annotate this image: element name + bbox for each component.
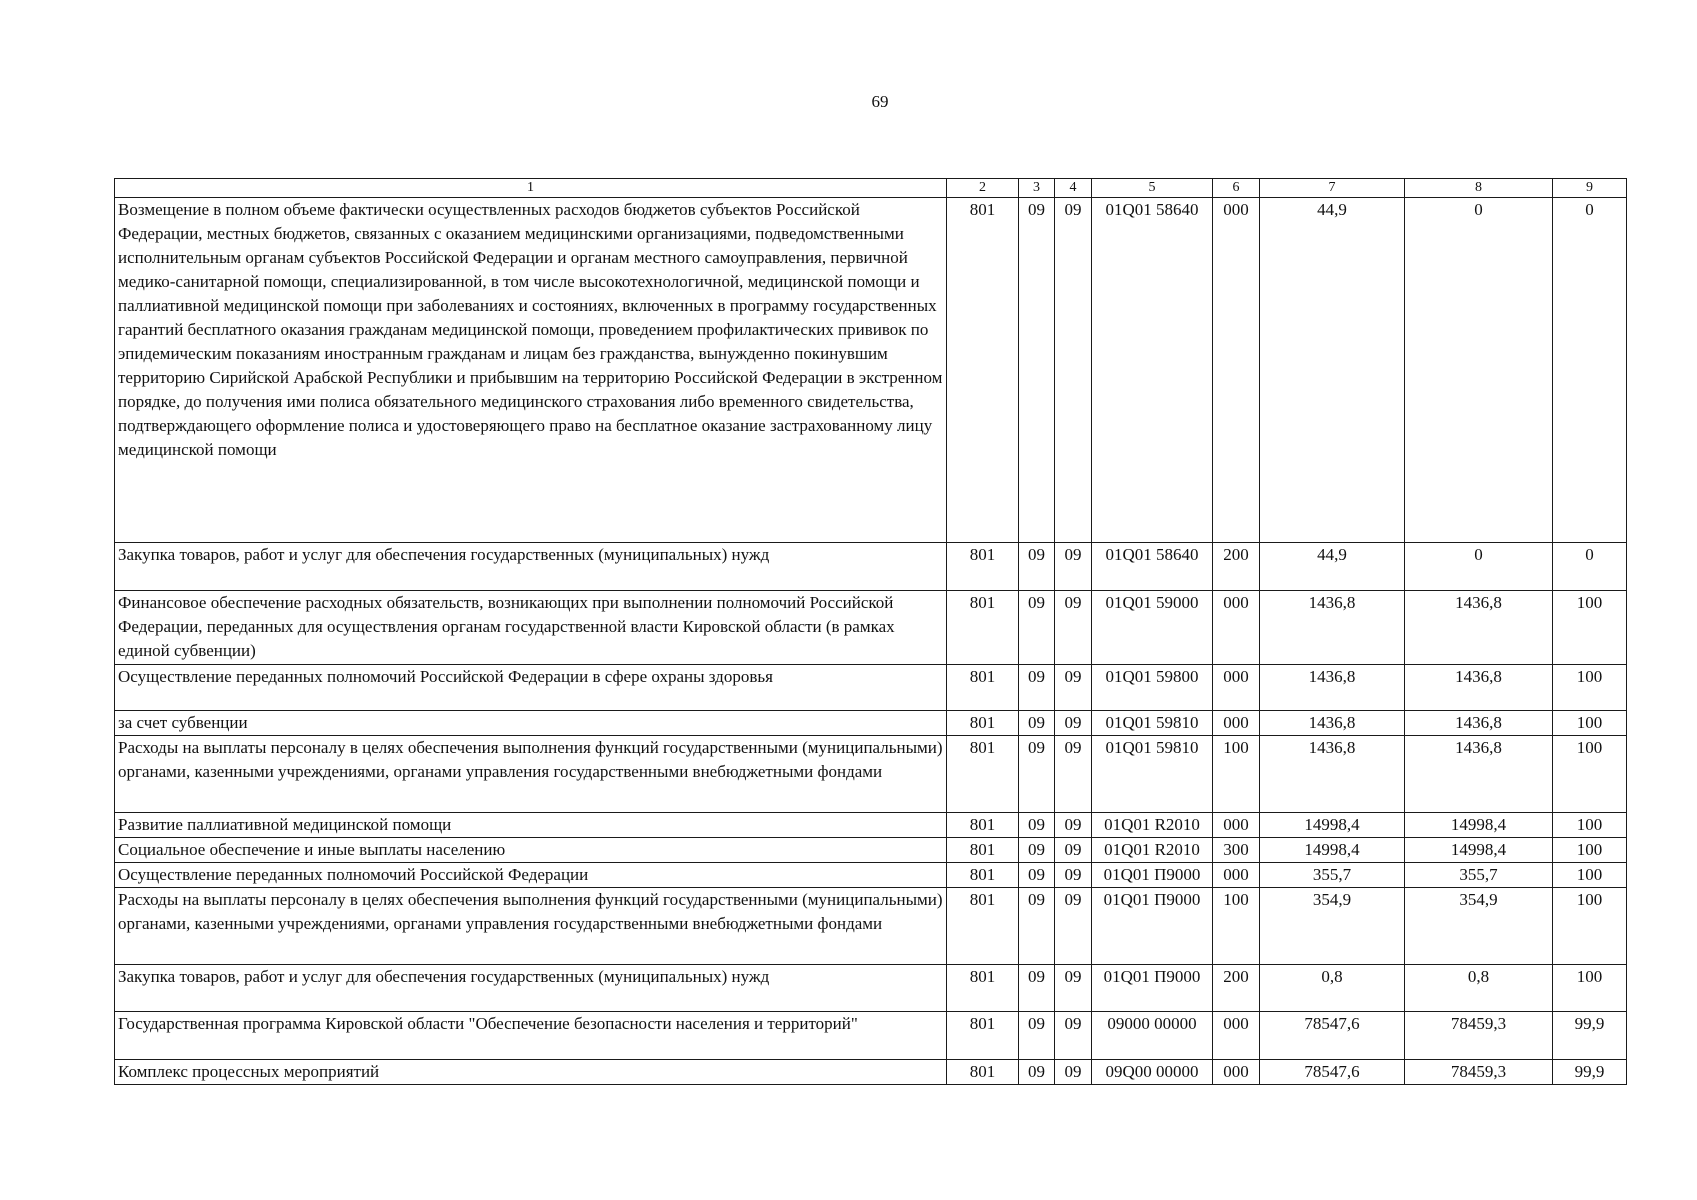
row-name: Социальное обеспечение и иные выплаты населению	[115, 838, 947, 863]
expense-type-code: 000	[1213, 665, 1260, 711]
subsection-code: 09	[1055, 198, 1092, 543]
admin-code: 801	[947, 665, 1019, 711]
executed-amount: 78459,3	[1405, 1060, 1553, 1085]
planned-amount: 354,9	[1260, 888, 1405, 965]
row-name: Государственная программа Кировской области "Обеспечение безопасности населения и территорий"	[115, 1012, 947, 1060]
row-name: Осуществление переданных полномочий Российской Федерации	[115, 863, 947, 888]
target-article-code: 01Q01 59000	[1092, 591, 1213, 665]
section-code: 09	[1019, 813, 1055, 838]
expense-type-code: 200	[1213, 543, 1260, 591]
expense-type-code: 300	[1213, 838, 1260, 863]
section-code: 09	[1019, 591, 1055, 665]
execution-percent: 99,9	[1553, 1060, 1627, 1085]
executed-amount: 1436,8	[1405, 711, 1553, 736]
planned-amount: 355,7	[1260, 863, 1405, 888]
admin-code: 801	[947, 1060, 1019, 1085]
table-header-row	[115, 179, 1627, 198]
executed-amount: 0,8	[1405, 965, 1553, 1012]
table-row	[115, 813, 1627, 838]
budget-table	[114, 178, 1627, 1085]
subsection-code: 09	[1055, 888, 1092, 965]
target-article-code: 01Q01 59810	[1092, 736, 1213, 813]
executed-amount: 78459,3	[1405, 1012, 1553, 1060]
target-article-code: 01Q01 59800	[1092, 665, 1213, 711]
section-code: 09	[1019, 736, 1055, 813]
expense-type-code: 000	[1213, 1012, 1260, 1060]
row-name: Финансовое обеспечение расходных обязательств, возникающих при выполнении полномочий Российской Федерации, переданных для осуществления органам государственной власти Кировской области (в рамках единой субвенции)	[115, 591, 947, 665]
page-number: 69	[871, 92, 889, 111]
admin-code: 801	[947, 888, 1019, 965]
planned-amount: 44,9	[1260, 543, 1405, 591]
subsection-code: 09	[1055, 665, 1092, 711]
section-code: 09	[1019, 711, 1055, 736]
target-article-code: 01Q01 59810	[1092, 711, 1213, 736]
subsection-code: 09	[1055, 1012, 1092, 1060]
execution-percent: 100	[1553, 736, 1627, 813]
execution-percent: 100	[1553, 711, 1627, 736]
executed-amount: 355,7	[1405, 863, 1553, 888]
target-article-code: 01Q01 П9000	[1092, 965, 1213, 1012]
row-name: Развитие паллиативной медицинской помощи	[115, 813, 947, 838]
planned-amount: 1436,8	[1260, 711, 1405, 736]
execution-percent: 100	[1553, 863, 1627, 888]
column-header: 2	[947, 179, 1019, 198]
planned-amount: 78547,6	[1260, 1012, 1405, 1060]
table-row	[115, 965, 1627, 1012]
target-article-code: 09000 00000	[1092, 1012, 1213, 1060]
table-row	[115, 838, 1627, 863]
target-article-code: 01Q01 58640	[1092, 543, 1213, 591]
subsection-code: 09	[1055, 1060, 1092, 1085]
row-name: Расходы на выплаты персоналу в целях обеспечения выполнения функций государственными (муниципальными) органами, казенными учреждениями, органами управления государственными внебюджетными фондами	[115, 888, 947, 965]
expense-type-code: 000	[1213, 813, 1260, 838]
planned-amount: 1436,8	[1260, 591, 1405, 665]
executed-amount: 0	[1405, 198, 1553, 543]
expense-type-code: 000	[1213, 863, 1260, 888]
planned-amount: 1436,8	[1260, 665, 1405, 711]
admin-code: 801	[947, 736, 1019, 813]
section-code: 09	[1019, 543, 1055, 591]
target-article-code: 01Q01 П9000	[1092, 888, 1213, 965]
execution-percent: 100	[1553, 665, 1627, 711]
execution-percent: 100	[1553, 813, 1627, 838]
admin-code: 801	[947, 838, 1019, 863]
executed-amount: 1436,8	[1405, 591, 1553, 665]
executed-amount: 354,9	[1405, 888, 1553, 965]
section-code: 09	[1019, 888, 1055, 965]
planned-amount: 1436,8	[1260, 736, 1405, 813]
target-article-code: 01Q01 П9000	[1092, 863, 1213, 888]
planned-amount: 78547,6	[1260, 1060, 1405, 1085]
table-row	[115, 1060, 1627, 1085]
admin-code: 801	[947, 1012, 1019, 1060]
table-row	[115, 711, 1627, 736]
execution-percent: 0	[1553, 543, 1627, 591]
planned-amount: 14998,4	[1260, 813, 1405, 838]
executed-amount: 14998,4	[1405, 838, 1553, 863]
row-name: Возмещение в полном объеме фактически осуществленных расходов бюджетов субъектов Российской Федерации, местных бюджетов, связанных с оказанием медицинскими организациями, подведомственными исполнительным органам субъектов Российской Федерации и органам местного самоуправления, первичной медико-санитарной помощи, специализированной, в том числе высокотехнологичной, медицинской помощи и паллиативной медицинской помощи при заболеваниях и состояниях, включенных в программу государственных гарантий бесплатного оказания гражданам медицинской помощи, проведением профилактических прививок по эпидемическим показаниям иностранным гражданам и лицам без гражданства, вынужденно покинувшим территорию Сирийской Арабской Республики и прибывшим на территорию Российской Федерации в экстренном порядке, до получения ими полиса обязательного медицинского страхования либо временного свидетельства, подтверждающего оформление полиса и удостоверяющего право на бесплатное оказание застрахованному лицу медицинской помощи	[115, 198, 947, 543]
section-code: 09	[1019, 1012, 1055, 1060]
column-header: 9	[1553, 179, 1627, 198]
executed-amount: 1436,8	[1405, 665, 1553, 711]
table-row	[115, 1012, 1627, 1060]
row-name: Расходы на выплаты персоналу в целях обеспечения выполнения функций государственными (муниципальными) органами, казенными учреждениями, органами управления государственными внебюджетными фондами	[115, 736, 947, 813]
execution-percent: 100	[1553, 591, 1627, 665]
admin-code: 801	[947, 543, 1019, 591]
admin-code: 801	[947, 711, 1019, 736]
row-name: Закупка товаров, работ и услуг для обеспечения государственных (муниципальных) нужд	[115, 543, 947, 591]
row-name: Комплекс процессных мероприятий	[115, 1060, 947, 1085]
target-article-code: 01Q01 58640	[1092, 198, 1213, 543]
table-row	[115, 888, 1627, 965]
row-name: Закупка товаров, работ и услуг для обеспечения государственных (муниципальных) нужд	[115, 965, 947, 1012]
planned-amount: 0,8	[1260, 965, 1405, 1012]
target-article-code: 09Q00 00000	[1092, 1060, 1213, 1085]
column-header: 3	[1019, 179, 1055, 198]
column-header: 8	[1405, 179, 1553, 198]
subsection-code: 09	[1055, 838, 1092, 863]
admin-code: 801	[947, 198, 1019, 543]
admin-code: 801	[947, 591, 1019, 665]
table-row	[115, 736, 1627, 813]
row-name: за счет субвенции	[115, 711, 947, 736]
executed-amount: 1436,8	[1405, 736, 1553, 813]
row-name: Осуществление переданных полномочий Российской Федерации в сфере охраны здоровья	[115, 665, 947, 711]
section-code: 09	[1019, 838, 1055, 863]
expense-type-code: 100	[1213, 736, 1260, 813]
planned-amount: 14998,4	[1260, 838, 1405, 863]
table-row	[115, 198, 1627, 543]
executed-amount: 0	[1405, 543, 1553, 591]
target-article-code: 01Q01 R2010	[1092, 838, 1213, 863]
table-row	[115, 665, 1627, 711]
column-header: 4	[1055, 179, 1092, 198]
table-row	[115, 863, 1627, 888]
section-code: 09	[1019, 198, 1055, 543]
execution-percent: 100	[1553, 838, 1627, 863]
subsection-code: 09	[1055, 813, 1092, 838]
section-code: 09	[1019, 1060, 1055, 1085]
expense-type-code: 000	[1213, 198, 1260, 543]
subsection-code: 09	[1055, 863, 1092, 888]
column-header: 6	[1213, 179, 1260, 198]
section-code: 09	[1019, 665, 1055, 711]
execution-percent: 0	[1553, 198, 1627, 543]
column-header: 7	[1260, 179, 1405, 198]
admin-code: 801	[947, 813, 1019, 838]
execution-percent: 100	[1553, 888, 1627, 965]
section-code: 09	[1019, 965, 1055, 1012]
admin-code: 801	[947, 965, 1019, 1012]
execution-percent: 100	[1553, 965, 1627, 1012]
subsection-code: 09	[1055, 543, 1092, 591]
section-code: 09	[1019, 863, 1055, 888]
table-row	[115, 591, 1627, 665]
execution-percent: 99,9	[1553, 1012, 1627, 1060]
subsection-code: 09	[1055, 711, 1092, 736]
planned-amount: 44,9	[1260, 198, 1405, 543]
expense-type-code: 000	[1213, 711, 1260, 736]
subsection-code: 09	[1055, 736, 1092, 813]
expense-type-code: 000	[1213, 591, 1260, 665]
expense-type-code: 200	[1213, 965, 1260, 1012]
subsection-code: 09	[1055, 965, 1092, 1012]
subsection-code: 09	[1055, 591, 1092, 665]
expense-type-code: 100	[1213, 888, 1260, 965]
admin-code: 801	[947, 863, 1019, 888]
target-article-code: 01Q01 R2010	[1092, 813, 1213, 838]
table-row	[115, 543, 1627, 591]
column-header: 5	[1092, 179, 1213, 198]
column-header: 1	[115, 179, 947, 198]
expense-type-code: 000	[1213, 1060, 1260, 1085]
executed-amount: 14998,4	[1405, 813, 1553, 838]
